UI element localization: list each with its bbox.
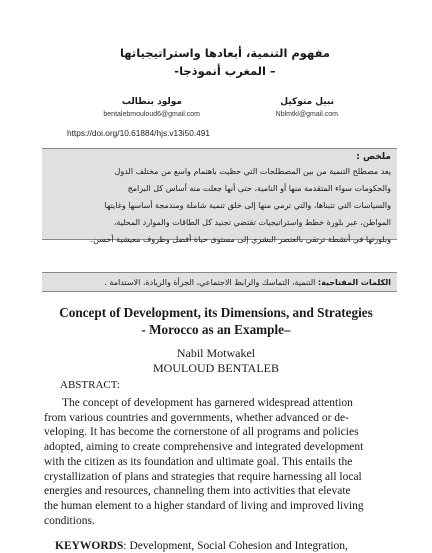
english-title xyxy=(30,304,402,338)
author-2-email: bentalebmouloud6@gmail.com xyxy=(103,111,200,118)
arabic-abstract-line: المواطن، عبر بلورة خطط واستراتيجيات تقتضي تجنيد كل الطاقات والموارد المحلية، xyxy=(113,218,391,227)
doi-link[interactable]: https://doi.org/10.61884/hjs.v13i50.491 xyxy=(67,128,210,138)
english-keywords xyxy=(55,540,348,552)
arabic-keywords-box xyxy=(42,272,397,292)
author-1-name-english: Nabil Motwakel xyxy=(176,346,256,360)
author-1-email: Nblmtkl@gmail.com xyxy=(275,111,338,118)
english-abstract-line: from various countries and governments, whether advanced or de- xyxy=(44,411,349,424)
english-keywords-label: KEYWORDS xyxy=(55,540,124,552)
author-1-name-arabic: نبيل متوكيل xyxy=(280,97,334,107)
arabic-abstract-line: وبلورتها في أنشطة ترتقي بالعنصر البشري إلى مستوى حياة أفضل وظروف معيشية أحسن. xyxy=(90,235,391,244)
english-keywords-text: : Development, Social Cohesion and Integration, xyxy=(123,540,348,552)
arabic-abstract-heading: ملخص : xyxy=(356,152,391,162)
english-abstract-line: with the citizen as its foundation and ultimate goal. This entails the xyxy=(44,455,353,468)
author-2-name-arabic: مولود بنطالب xyxy=(121,97,182,107)
arabic-keywords-text: التنمية، التماسك والرابط الاجتماعي، الجرأة والريادة، الاستدامة . xyxy=(104,278,318,287)
arabic-abstract-line: والسياسات التي تتبناها، والتي ترمي منها إلى خلق تنمية شاملة ومندمجة أساسها وغايتها xyxy=(104,201,391,210)
english-abstract-line: veloping. It has become the cornerstone of all programs and policies xyxy=(44,426,359,439)
arabic-title xyxy=(60,44,390,80)
arabic-keywords-label: الكلمات المفتاحية: xyxy=(317,278,391,287)
english-abstract-line: energies and resources, channeling them into activities that elevate xyxy=(44,485,351,498)
english-abstract-line: the human element to a higher standard of living and improved living xyxy=(44,499,364,512)
author-2-name-english: MOULOUD BENTALEB xyxy=(152,361,280,375)
english-abstract-heading: ABSTRACT: xyxy=(60,379,120,391)
arabic-abstract-line: والحكومات سواء المتقدمة منها أو النامية، حتى أنها جعلت منه أساس كل البرامج xyxy=(127,184,391,193)
english-abstract-body xyxy=(44,396,396,528)
english-abstract-line: crystallization of plans and strategies that require harnessing all local xyxy=(44,470,362,483)
arabic-abstract-box xyxy=(42,148,397,244)
english-abstract-line: The concept of development has garnered widespread attention xyxy=(62,397,353,409)
arabic-abstract-line: يعد مصطلح التنمية من بين المصطلحات التي حظيت باهتمام واسع من مختلف الدول xyxy=(114,167,391,176)
english-abstract-line: adopted, aiming to create comprehensive and integrated development xyxy=(44,441,364,454)
english-title-line-1: Concept of Development, its Dimensions, and Strategies xyxy=(59,305,373,320)
arabic-title-line-2: – المغرب أنموذجا- xyxy=(174,64,276,78)
english-abstract-line: conditions. xyxy=(44,514,95,527)
english-title-line-2: - Morocco as an Example– xyxy=(141,322,291,337)
arabic-title-line-1: مفهوم التنمية، أبعادها واستراتيجياتها xyxy=(119,46,331,60)
